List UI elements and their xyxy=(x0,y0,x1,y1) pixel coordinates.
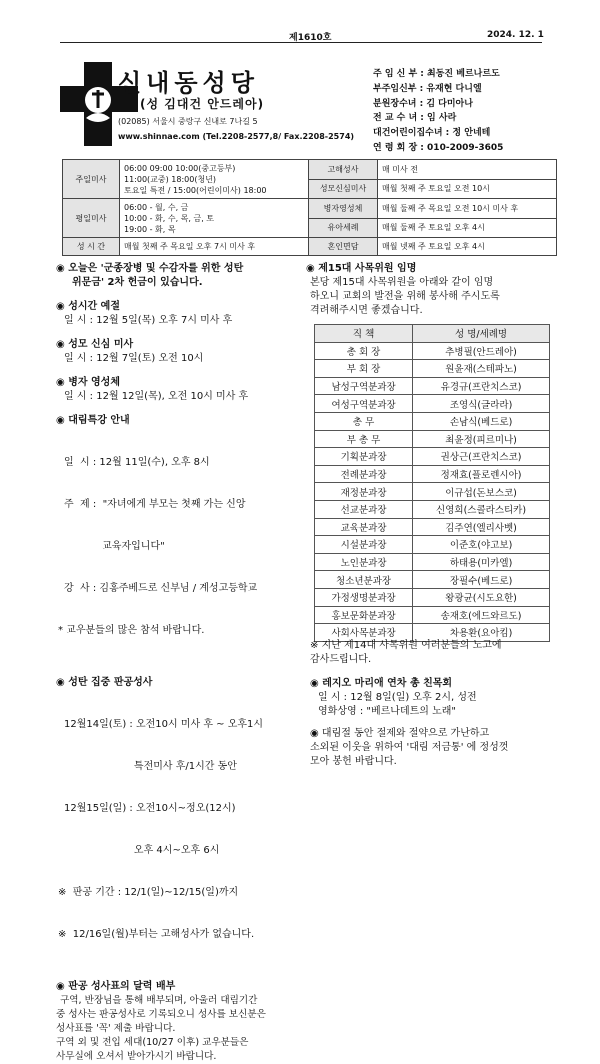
mass-schedule-table xyxy=(62,159,557,256)
roster-row xyxy=(315,430,550,448)
roster-position: 청소년분과장 xyxy=(315,571,413,589)
roster-row xyxy=(315,536,550,554)
roster-name: 손남식(베드로) xyxy=(413,412,550,430)
staff-list xyxy=(373,67,503,156)
roster-name: 조영식(글라라) xyxy=(413,395,550,413)
roster-name: 신영희(스콜라스티카) xyxy=(413,500,550,518)
weekday-mass-times: 06:00 - 월, 수, 금 10:00 - 화, 수, 목, 금, 토 19:00 - 화, 목 xyxy=(120,199,309,238)
infant-baptism-value: 매월 둘째 주 토요일 오후 4시 xyxy=(378,218,557,238)
patron-saint: (성 김대건 안드레아) xyxy=(140,97,265,111)
staff-funeral-leader: 연 령 회 장 : 010-2009-3605 xyxy=(373,142,504,153)
roster-position: 여성구역분과장 xyxy=(315,395,413,413)
thanks-text: ※ 지난 제14대 사목위원 여러분들의 노고에 감사드립니다. xyxy=(310,640,502,665)
bullet-icon: ◉ xyxy=(306,263,315,274)
roster-name: 유경규(프란치스코) xyxy=(413,377,550,395)
sick-section-text: 일 시 : 12월 12일(목), 오전 10시 미사 후 xyxy=(64,391,249,402)
roster-row xyxy=(315,553,550,571)
roster-name: 최윤정(피르미나) xyxy=(413,430,550,448)
advent-lecture-text: 일 시 : 12월 11일(수), 오후 8시 주 제 : "자녀에게 부모는 첫째 가는 신앙 교육자입니다" 강 사 : 김홍주베드로 신부님 / 계성고등학교 * 교우분들의 많은 참석 바랍니다. xyxy=(58,457,258,636)
sick-communion-value: 매월 둘째 주 목요일 오전 10시 미사 후 xyxy=(378,199,557,219)
confession-value: 매 미사 전 xyxy=(378,160,557,180)
bullet-icon: ◉ xyxy=(56,677,65,688)
roster-row xyxy=(315,500,550,518)
roster-name: 정재효(플로렌시아) xyxy=(413,465,550,483)
roster-position: 교육분과장 xyxy=(315,518,413,536)
roster-name: 김주연(엘리사벳) xyxy=(413,518,550,536)
staff-sister-superior: 분원장수녀 : 김 다미아나 xyxy=(373,98,473,109)
staff-daycare-sister: 대건어린이집수녀 : 정 안네테 xyxy=(373,128,491,139)
roster-row xyxy=(315,518,550,536)
marian-mass-label: 성모신심미사 xyxy=(309,179,378,199)
confession-label: 고해성사 xyxy=(309,160,378,180)
roster-position: 홍보문화분과장 xyxy=(315,606,413,624)
roster-name: 차용환(요아킴) xyxy=(413,624,550,642)
right-column-lower xyxy=(310,639,560,769)
roster-row xyxy=(315,342,550,360)
roster-row xyxy=(315,571,550,589)
holyhour-section-title: ◉ 성시간 예절 xyxy=(56,301,121,312)
marian-mass-value: 매월 첫째 주 토요일 오전 10시 xyxy=(378,179,557,199)
bullet-icon: ◉ xyxy=(310,728,319,739)
header-divider xyxy=(60,42,542,43)
legio-section-text: 일 시 : 12월 8일(일) 오후 2시, 성전 영화상영 : "베르나데트의 노래" xyxy=(318,692,477,717)
card-section-title: ◉ 판공 성사표의 달력 배부 xyxy=(56,981,176,992)
roster-row xyxy=(315,395,550,413)
roster-position: 부 총 무 xyxy=(315,430,413,448)
confession-section-text: 12월14일(토) : 오전10시 미사 후 ~ 오후1시 특전미사 후/1시간 동안 12월15일(일) : 오전10시~정오(12시) 오후 4시~오후 6시 ※ 판공 기간 : 12/1(일)~12/15(일)까지 ※ 12/16일(월)부터는 고해성사가 없습니다. xyxy=(58,719,264,940)
issue-date: 2024. 12. 1 xyxy=(487,30,544,40)
roster-name: 이규섭(돈보스코) xyxy=(413,483,550,501)
sick-section-title: ◉ 병자 영성체 xyxy=(56,377,121,388)
council-roster-table xyxy=(314,324,550,642)
card-section-text: 구역, 반장님을 통해 배부되며, 아울러 대림기간 중 성사는 판공성사로 기록되오니 성사를 보신분은 성사표를 '꼭' 제출 바랍니다. 구역 외 및 전입 세대(10/27 이후) 교우분들은 사무실에 오셔서 받아가시기 바랍니다. xyxy=(56,995,266,1062)
right-column xyxy=(306,262,556,318)
roster-position: 선교분과장 xyxy=(315,500,413,518)
issue-number: 제1610호 xyxy=(289,33,332,43)
roster-name: 장필수(베드로) xyxy=(413,571,550,589)
bullet-icon: ◉ xyxy=(56,415,65,426)
roster-position: 재정분과장 xyxy=(315,483,413,501)
roster-position: 부 회 장 xyxy=(315,360,413,378)
roster-row xyxy=(315,606,550,624)
roster-row xyxy=(315,412,550,430)
marriage-interview-label: 혼인면담 xyxy=(309,238,378,256)
roster-row xyxy=(315,377,550,395)
roster-position: 총 무 xyxy=(315,412,413,430)
sunday-mass-times: 06:00 09:00 10:00(중고등부) 11:00(교중) 18:00(청년) 토요일 특전 / 15:00(어린이미사) 18:00 xyxy=(120,160,309,199)
church-name: 신내동성당 xyxy=(118,69,259,97)
roster-position: 전례분과장 xyxy=(315,465,413,483)
marian-section-title: ◉ 성모 신심 미사 xyxy=(56,339,134,350)
sick-communion-label: 병자영성체 xyxy=(309,199,378,219)
infant-baptism-label: 유아세례 xyxy=(309,218,378,238)
bullet-icon: ◉ xyxy=(56,981,65,992)
roster-name: 추병필(안드레아) xyxy=(413,342,550,360)
marian-section-text: 일 시 : 12월 7일(토) 오전 10시 xyxy=(64,353,204,364)
holy-hour-label: 성 시 간 xyxy=(63,238,120,256)
roster-position: 남성구역분과장 xyxy=(315,377,413,395)
roster-header-position: 직 책 xyxy=(315,325,413,343)
roster-row xyxy=(315,465,550,483)
collection-notice: ◉ 오늘은 '군종장병 및 수감자를 위한 성탄 위문금' 2차 헌금이 있습니다. xyxy=(56,263,244,288)
roster-position: 가정생명분과장 xyxy=(315,588,413,606)
roster-position: 노인분과장 xyxy=(315,553,413,571)
confession-section-title: ◉ 성탄 집중 판공성사 xyxy=(56,677,153,688)
roster-name: 왕광균(시도요한) xyxy=(413,588,550,606)
roster-name: 송재호(에드와르도) xyxy=(413,606,550,624)
staff-pastor: 주 임 신 부 : 최동진 베르나르도 xyxy=(373,69,500,79)
left-column xyxy=(56,262,302,1064)
roster-row xyxy=(315,483,550,501)
appoint-section-title: ◉ 제15대 사목위원 임명 xyxy=(306,263,417,274)
marriage-interview-value: 매월 넷째 주 토요일 오후 4시 xyxy=(378,238,557,256)
roster-position: 총 회 장 xyxy=(315,342,413,360)
roster-name: 원윤재(스테파노) xyxy=(413,360,550,378)
bullet-icon: ◉ xyxy=(56,377,65,388)
website-contact: www.shinnae.com (Tel.2208-2577,8/ Fax.2208-2574) xyxy=(118,132,355,141)
roster-name: 하태용(미카엘) xyxy=(413,553,550,571)
bullet-icon: ◉ xyxy=(310,678,319,689)
bullet-icon: ◉ xyxy=(56,263,65,274)
roster-header-name: 성 명/세례명 xyxy=(413,325,550,343)
roster-position: 시설분과장 xyxy=(315,536,413,554)
roster-row xyxy=(315,448,550,466)
address: (02085) 서울시 중랑구 신내로 7나길 5 xyxy=(118,117,258,126)
roster-name: 이준호(야고보) xyxy=(413,536,550,554)
roster-name: 권상근(프란치스코) xyxy=(413,448,550,466)
staff-associate: 부주임신부 : 유재현 다니엘 xyxy=(373,83,482,94)
legio-section-title: ◉ 레지오 마리애 연차 총 친목회 xyxy=(310,678,453,689)
weekday-mass-label: 평일미사 xyxy=(63,199,120,238)
staff-mission-sister: 전 교 수 녀 : 임 사라 xyxy=(373,113,457,124)
holy-hour-value: 매월 첫째 주 목요일 오후 7시 미사 후 xyxy=(120,238,309,256)
bullet-icon: ◉ xyxy=(56,301,65,312)
roster-position: 기획분과장 xyxy=(315,448,413,466)
appoint-section-text: 본당 제15대 사목위원을 아래와 같이 임명 하오니 교회의 발전을 위해 봉사해 주시도록 격려해주시면 좋겠습니다. xyxy=(310,277,500,316)
roster-position: 사회사목분과장 xyxy=(315,624,413,642)
roster-row xyxy=(315,588,550,606)
sunday-mass-label: 주일미사 xyxy=(63,160,120,199)
roster-row xyxy=(315,360,550,378)
holyhour-section-text: 일 시 : 12월 5일(목) 오후 7시 미사 후 xyxy=(64,315,233,326)
advent-savings-text: ◉ 대림절 동안 절제와 절약으로 가난하고 소외된 이웃을 위하여 '대림 저금통' 에 정성껏 모아 봉헌 바랍니다. xyxy=(310,728,509,767)
bullet-icon: ◉ xyxy=(56,339,65,350)
advent-lecture-title: ◉ 대림특강 안내 xyxy=(56,415,130,426)
